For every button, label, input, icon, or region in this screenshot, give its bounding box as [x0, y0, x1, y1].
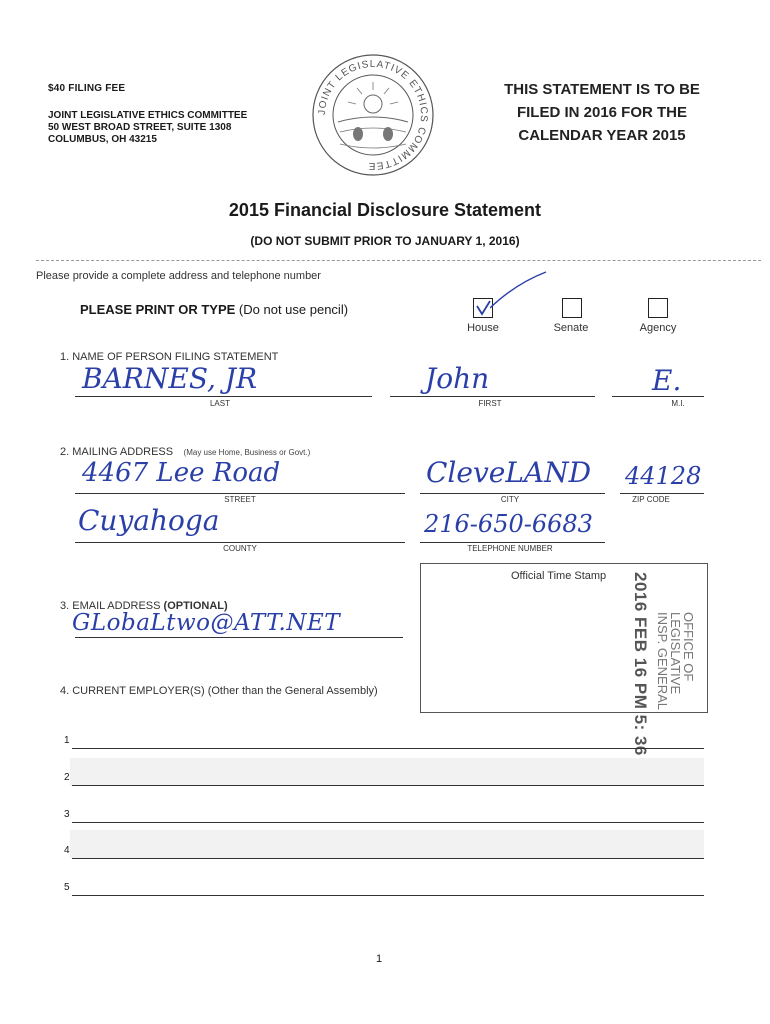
- last-name-line: [75, 396, 372, 397]
- q4-label: 4. CURRENT EMPLOYER(S) (Other than the General Assembly): [60, 685, 378, 697]
- city-line: [420, 493, 605, 494]
- county-line: [75, 542, 405, 543]
- zip-caption: ZIP CODE: [632, 495, 670, 504]
- county-field[interactable]: Cuyahoga: [78, 504, 220, 537]
- committee-line: COLUMBUS, OH 43215: [48, 134, 157, 145]
- mi-field[interactable]: E.: [652, 364, 682, 397]
- employer-line[interactable]: [72, 895, 704, 896]
- check-stroke-icon: [490, 270, 550, 310]
- print-note-bold: PLEASE PRINT OR TYPE: [80, 302, 236, 317]
- senate-label: Senate: [553, 322, 589, 334]
- zip-line: [620, 493, 704, 494]
- email-field[interactable]: GLobaLtwo@ATT.NET: [72, 610, 341, 636]
- employer-num: 4: [64, 845, 70, 856]
- agency-label: Agency: [639, 322, 677, 334]
- page-number: 1: [376, 953, 383, 965]
- committee-seal: [310, 52, 436, 178]
- filing-fee: $40 FILING FEE: [48, 83, 126, 94]
- first-name-line: [390, 396, 595, 397]
- q2-note: (May use Home, Business or Govt.): [183, 448, 311, 457]
- street-field[interactable]: 4467 Lee Road: [82, 458, 281, 488]
- house-label: House: [467, 322, 499, 334]
- employer-num: 1: [64, 735, 70, 746]
- stamp-office: [656, 612, 695, 710]
- shaded-band: [70, 758, 704, 786]
- seal-text: JOINT LEGISLATIVE ETHICS COMMITTEE: [316, 58, 430, 172]
- filing-statement: [470, 78, 734, 147]
- q1-label: 1. NAME OF PERSON FILING STATEMENT: [60, 351, 279, 363]
- committee-line: JOINT LEGISLATIVE ETHICS COMMITTEE: [48, 110, 248, 121]
- city-field[interactable]: CleveLAND: [426, 456, 592, 489]
- employer-line[interactable]: [72, 748, 704, 749]
- page-title: 2015 Financial Disclosure Statement: [228, 200, 542, 220]
- employer-line[interactable]: [72, 785, 704, 786]
- statement-line: FILED IN 2016 FOR THE: [516, 104, 688, 121]
- print-note-normal: (Do not use pencil): [235, 302, 349, 317]
- employer-num: 3: [64, 809, 70, 820]
- senate-checkbox[interactable]: [562, 298, 582, 318]
- employer-line[interactable]: [72, 822, 704, 823]
- last-name-field[interactable]: BARNES, JR: [82, 362, 258, 395]
- employer-line[interactable]: [72, 858, 704, 859]
- committee-address: [48, 110, 247, 146]
- page-subtitle: (DO NOT SUBMIT PRIOR TO JANUARY 1, 2016): [250, 234, 520, 248]
- phone-line: [420, 542, 605, 543]
- city-caption: CITY: [500, 495, 520, 504]
- county-caption: COUNTY: [223, 544, 257, 553]
- first-name-field[interactable]: John: [425, 362, 490, 395]
- statement-line: THIS STATEMENT IS TO BE: [504, 81, 700, 98]
- print-note: [80, 302, 348, 317]
- shaded-band: [70, 830, 704, 858]
- mi-caption: M.I.: [671, 399, 685, 408]
- employer-num: 5: [64, 882, 70, 893]
- phone-caption: TELEPHONE NUMBER: [467, 544, 553, 553]
- stamp-title: Official Time Stamp: [511, 570, 607, 582]
- stamp-office-line: LEGISLATIVE: [668, 612, 683, 695]
- phone-field[interactable]: 216-650-6683: [424, 510, 593, 538]
- q2-label: 2. MAILING ADDRESS: [60, 446, 174, 458]
- q3-optional: (OPTIONAL): [163, 600, 228, 612]
- last-caption: LAST: [209, 399, 230, 408]
- employer-num: 2: [64, 772, 70, 783]
- divider: [36, 260, 761, 261]
- first-caption: FIRST: [478, 399, 502, 408]
- committee-line: 50 WEST BROAD STREET, SUITE 1308: [48, 122, 232, 133]
- instructions: Please provide a complete address and telephone number: [36, 270, 321, 282]
- svg-text:JOINT LEGISLATIVE ETHICS COMMI: [317, 59, 429, 171]
- email-line: [75, 637, 403, 638]
- stamp-date: 2016 FEB 16 PM 5: 36: [631, 572, 650, 756]
- zip-field[interactable]: 44128: [625, 462, 702, 490]
- street-line: [75, 493, 405, 494]
- stamp-office-line: INSP. GENERAL: [655, 612, 670, 711]
- stamp-office-line: OFFICE OF: [681, 612, 696, 682]
- statement-line: CALENDAR YEAR 2015: [518, 127, 686, 144]
- street-caption: STREET: [224, 495, 256, 504]
- q3-label-text: 3. EMAIL ADDRESS: [60, 600, 164, 612]
- agency-checkbox[interactable]: [648, 298, 668, 318]
